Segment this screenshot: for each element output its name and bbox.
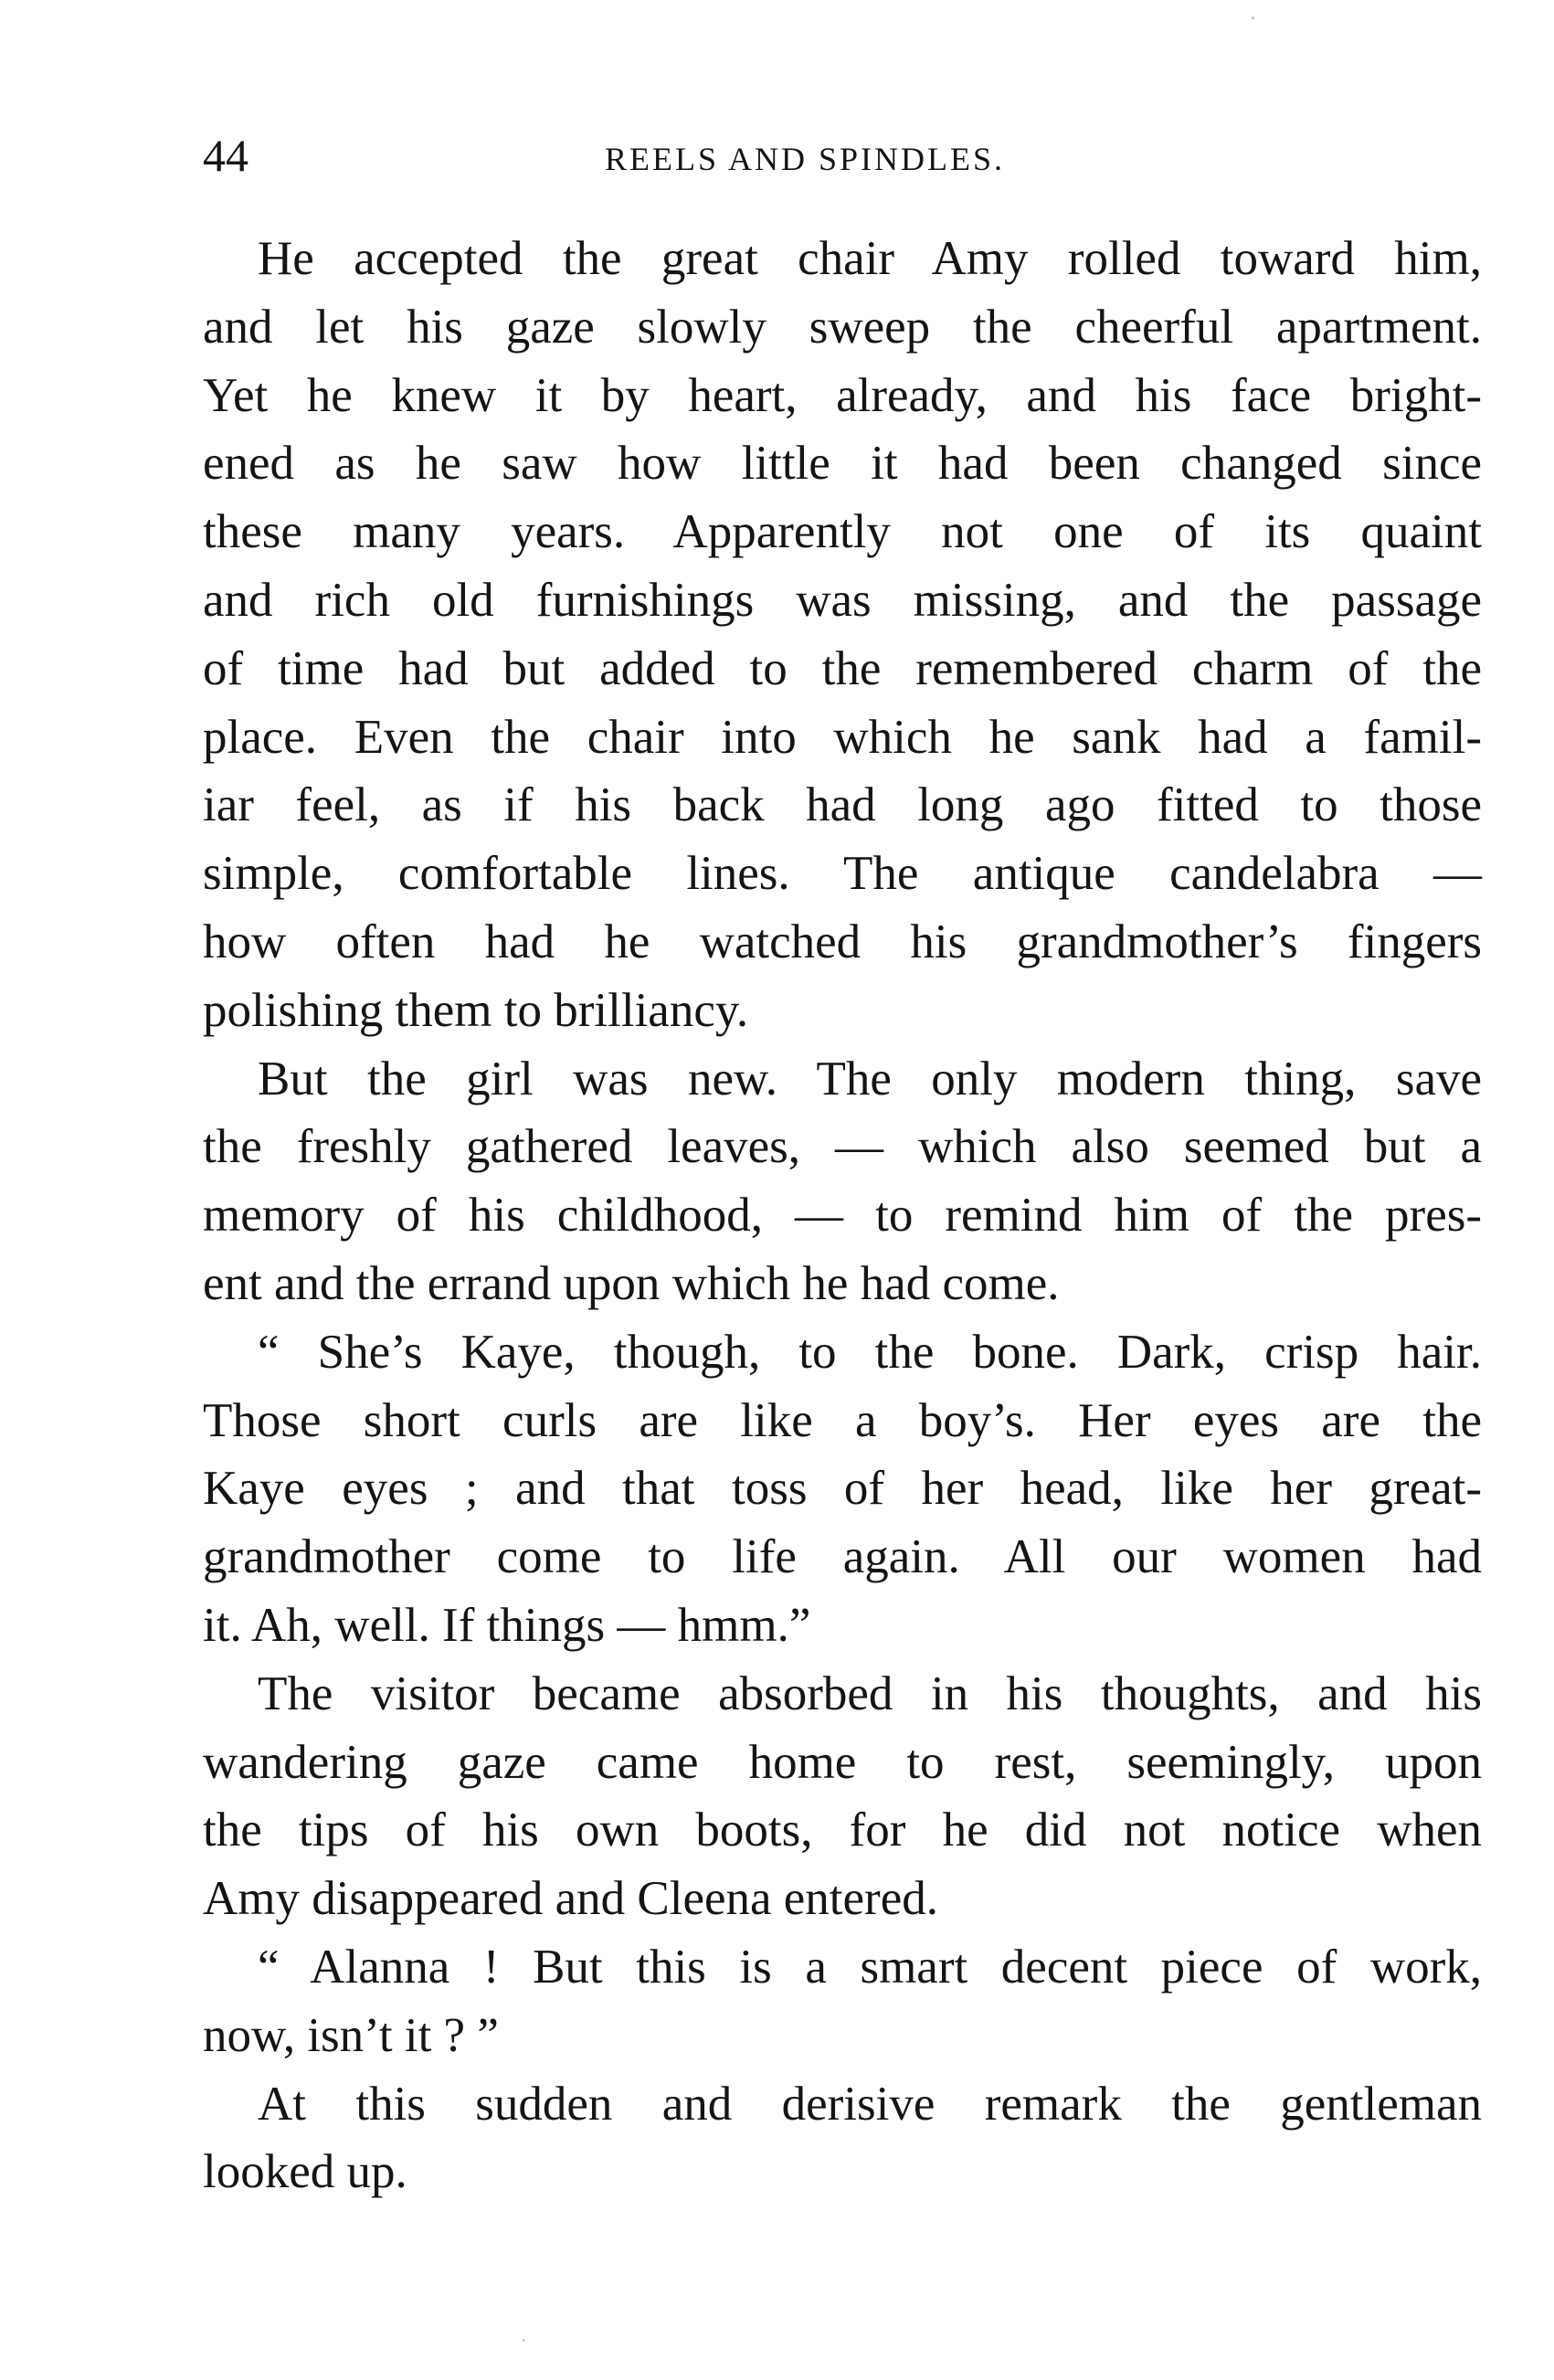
text-line: ened as he saw how little it had been changed since <box>203 437 1482 491</box>
text-line: But the girl was new. The only modern thing, save <box>258 1052 1482 1105</box>
text-line: wandering gaze came home to rest, seemingly, upon <box>203 1735 1482 1789</box>
text-line: memory of his childhood, — to remind him of the pres- <box>203 1189 1482 1243</box>
text-line: “ Alanna ! But this is a smart decent piece of work, <box>258 1940 1482 1994</box>
running-title: REELS AND SPINDLES. <box>605 141 1006 177</box>
text-line: Those short curls are like a boy’s. Her eyes are the <box>203 1393 1482 1447</box>
text-line: these many years. Apparently not one of its quaint <box>203 505 1482 559</box>
text-line: looked up. <box>203 2145 407 2199</box>
text-line: and let his gaze slowly sweep the cheerful apartment. <box>203 300 1482 354</box>
text-line: the tips of his own boots, for he did not notice when <box>203 1804 1482 1857</box>
text-line: and rich old furnishings was missing, and the passage <box>203 573 1482 627</box>
paragraph-5 <box>203 1933 1482 2070</box>
text-line: of time had but added to the remembered charm of the <box>203 641 1482 695</box>
text-line: polishing them to brilliancy. <box>203 983 749 1037</box>
text-line: ent and the errand upon which he had come. <box>203 1256 1060 1310</box>
body-text <box>203 225 1482 2206</box>
page-number: 44 <box>203 130 248 181</box>
running-head <box>203 123 1482 187</box>
text-line: Kaye eyes ; and that toss of her head, like her great- <box>203 1462 1482 1516</box>
text-line: Amy disappeared and Cleena entered. <box>203 1872 938 1926</box>
text-line: The visitor became absorbed in his thoughts, and his <box>258 1666 1482 1720</box>
book-page <box>203 0 1482 2380</box>
paragraph-3 <box>203 1318 1482 1660</box>
text-line: how often had he watched his grandmother’s fingers <box>203 915 1482 968</box>
text-line: simple, comfortable lines. The antique candelabra — <box>203 847 1482 901</box>
text-line: At this sudden and derisive remark the gentleman <box>258 2077 1482 2131</box>
text-line: iar feel, as if his back had long ago fitted to those <box>203 778 1482 832</box>
paragraph-4 <box>203 1660 1482 1933</box>
paragraph-6 <box>203 2070 1482 2207</box>
text-line: it. Ah, well. If things — hmm.” <box>203 1598 811 1652</box>
text-line: place. Even the chair into which he sank had a famil- <box>203 710 1482 764</box>
text-line: grandmother come to life again. All our women had <box>203 1530 1482 1584</box>
text-line: the freshly gathered leaves, — which also seemed but a <box>203 1120 1482 1174</box>
text-line: “ She’s Kaye, though, to the bone. Dark, crisp hair. <box>258 1325 1482 1379</box>
text-line: He accepted the great chair Amy rolled toward him, <box>258 232 1482 285</box>
paragraph-1 <box>203 225 1482 1045</box>
text-line: Yet he knew it by heart, already, and his face bright- <box>203 368 1482 422</box>
paragraph-2 <box>203 1045 1482 1318</box>
text-line: now, isn’t it ? ” <box>203 2008 499 2062</box>
